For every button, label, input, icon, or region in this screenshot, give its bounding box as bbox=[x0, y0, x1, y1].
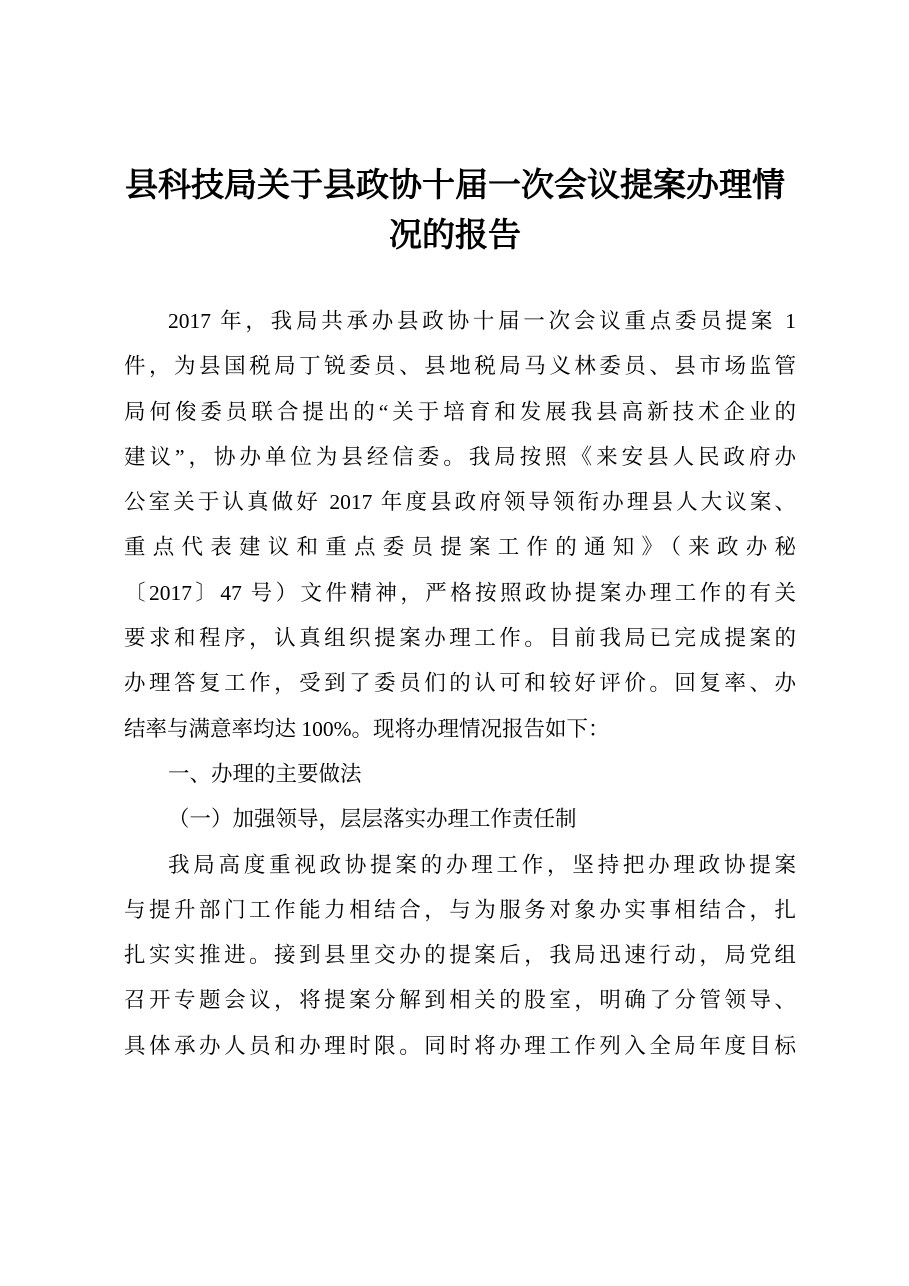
body-line: 局何俊委员联合提出的“关于培育和发展我县高新技术企业的 bbox=[124, 399, 796, 424]
body-line: 2017 年，我局共承办县政协十届一次会议重点委员提案 1 bbox=[168, 309, 796, 333]
document-body bbox=[124, 299, 796, 1069]
body-line: 结率与满意率均达 100%。现将办理情况报告如下： bbox=[124, 716, 610, 741]
title-line: 况的报告 bbox=[389, 215, 521, 254]
section-heading: 一、办理的主要做法 bbox=[168, 761, 362, 786]
body-line: 要求和程序，认真组织提案办理工作。目前我局已完成提案的 bbox=[124, 626, 796, 651]
subsection-heading: （一）加强领导，层层落实办理工作责任制 bbox=[168, 807, 577, 832]
body-line: 办理答复工作，受到了委员们的认可和较好评价。回复率、办 bbox=[124, 671, 796, 696]
document-title bbox=[110, 160, 800, 260]
title-line: 县科技局关于县政协十届一次会议提案办理情 bbox=[125, 165, 785, 204]
body-line: 公室关于认真做好 2017 年度县政府领导领衔办理县人大议案、 bbox=[124, 490, 796, 515]
body-line: 件，为县国税局丁锐委员、县地税局马义林委员、县市场监管 bbox=[124, 354, 796, 379]
body-line: 〔2017〕47 号）文件精神，严格按照政协提案办理工作的有关 bbox=[124, 580, 796, 605]
body-line: 具体承办人员和办理时限。同时将办理工作列入全局年度目标 bbox=[124, 1033, 796, 1058]
body-line: 召开专题会议，将提案分解到相关的股室，明确了分管领导、 bbox=[124, 988, 796, 1013]
body-line: 扎实实推进。接到县里交办的提案后，我局迅速行动，局党组 bbox=[124, 943, 796, 968]
body-line: 重点代表建议和重点委员提案工作的通知》（来政办秘 bbox=[124, 535, 796, 560]
body-line: 我局高度重视政协提案的办理工作，坚持把办理政协提案 bbox=[168, 852, 796, 877]
body-line: 建议”，协办单位为县经信委。我局按照《来安县人民政府办 bbox=[124, 444, 796, 469]
body-line: 与提升部门工作能力相结合，与为服务对象办实事相结合，扎 bbox=[124, 897, 796, 922]
